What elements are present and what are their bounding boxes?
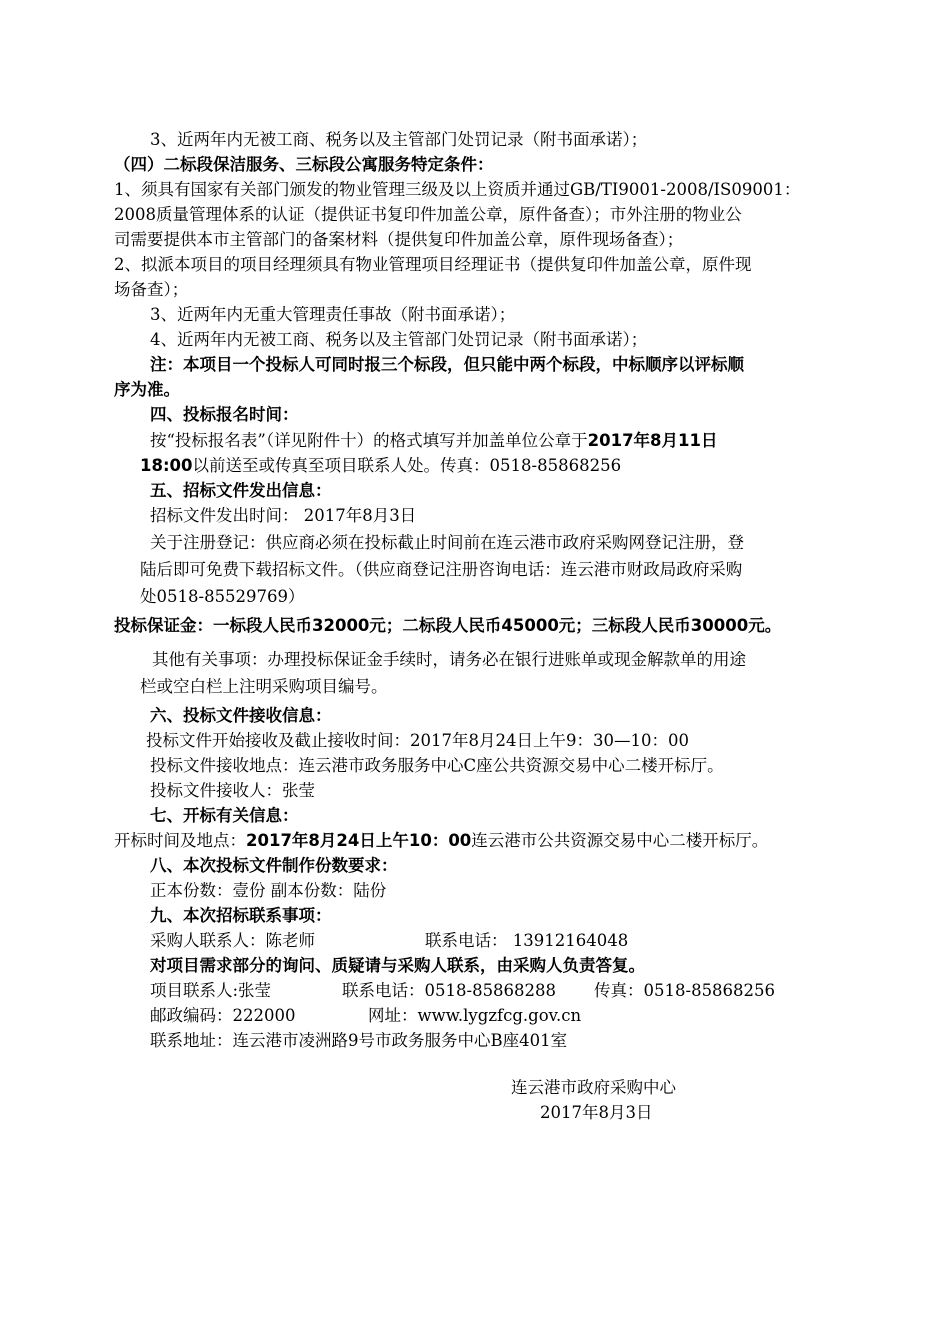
s4-deadline-time: 18:00 <box>140 456 193 475</box>
section4-item2-line2: 场备查）； <box>114 280 189 299</box>
s9-inquiry-note: 对项目需求部分的询问、质疑请与采购人联系，由采购人负责答复。 <box>150 956 645 975</box>
signature-date: 2017年8月3日 <box>540 1103 653 1122</box>
section3-condition-3: 3、近两年内无被工商、税务以及主管部门处罚记录（附书面承诺）； <box>150 130 648 149</box>
s5-release-time: 招标文件发出时间： 2017年8月3日 <box>150 506 417 525</box>
note-line2: 序为准。 <box>114 380 180 399</box>
s9-fax: 传真：0518-85868256 <box>594 981 776 1000</box>
s6-receive-place: 投标文件接收地点：连云港市政务服务中心C座公共资源交易中心二楼开标厅。 <box>150 756 724 775</box>
s7-place: 连云港市公共资源交易中心二楼开标厅。 <box>471 831 769 850</box>
s4-line1 <box>150 428 718 454</box>
signature-org: 连云港市政府采购中心 <box>511 1078 676 1097</box>
other-matters-line2: 栏或空白栏上注明采购项目编号。 <box>140 677 388 696</box>
section4-item4: 4、近两年内无被工商、税务以及主管部门处罚记录（附书面承诺）； <box>150 330 648 349</box>
s9-project-phone: 联系电话：0518-85868288 <box>342 981 557 1000</box>
section4-item3: 3、近两年内无重大管理责任事故（附书面承诺）； <box>150 305 516 324</box>
s4-deadline-date: 2017年8月11日 <box>587 431 718 450</box>
section4-item1-line2: 2008质量管理体系的认证（提供证书复印件加盖公章，原件备查）；市外注册的物业公 <box>114 205 742 224</box>
s4-line2 <box>140 453 621 479</box>
note-line1: 注：本项目一个投标人可同时报三个标段，但只能中两个标段，中标顺序以评标顺 <box>150 355 744 374</box>
section4-heading: （四）二标段保洁服务、三标段公寓服务特定条件： <box>114 155 494 174</box>
s7-datetime: 2017年8月24日上午10：00 <box>246 831 472 850</box>
other-matters-line1: 其他有关事项：办理投标保证金手续时，请务必在银行进账单或现金解款单的用途 <box>152 650 746 669</box>
s7-label: 开标时间及地点： <box>114 831 246 850</box>
s9-buyer-phone: 联系电话： 13912164048 <box>425 931 629 950</box>
section4-item1-line3: 司需要提供本市主管部门的备案材料（提供复印件加盖公章，原件现场备查）； <box>114 230 684 249</box>
s6-receiver: 投标文件接收人：张莹 <box>150 781 315 800</box>
s9-project-contact: 项目联系人:张莹 <box>150 981 272 1000</box>
s9-website: 网址：www.lygzfcg.gov.cn <box>368 1006 582 1025</box>
s7-opening-line <box>114 828 768 854</box>
section4-item1-line1: 1、须具有国家有关部门颁发的物业管理三级及以上资质并通过GB/TI9001-2008/IS09001： <box>114 180 801 199</box>
s5-registration-line2: 陆后即可免费下载招标文件。（供应商登记注册咨询电话：连云港市财政局政府采购 <box>140 560 743 579</box>
s6-receive-time: 投标文件开始接收及截止接收时间：2017年8月24日上午9：30—10：00 <box>146 731 689 750</box>
s5-heading: 五、招标文件发出信息： <box>150 481 332 500</box>
s4-heading: 四、投标报名时间： <box>150 405 299 424</box>
s8-copies: 正本份数：壹份 副本份数：陆份 <box>150 881 387 900</box>
s8-heading: 八、本次投标文件制作份数要求： <box>150 856 398 875</box>
s9-buyer-contact: 采购人联系人：陈老师 <box>150 931 315 950</box>
s9-postcode: 邮政编码：222000 <box>150 1006 296 1025</box>
s6-heading: 六、投标文件接收信息： <box>150 706 332 725</box>
s9-heading: 九、本次招标联系事项： <box>150 906 332 925</box>
s4-line1-text: 按“投标报名表”（详见附件十）的格式填写并加盖单位公章于 <box>150 431 588 450</box>
section4-item2-line1: 2、拟派本项目的项目经理须具有物业管理项目经理证书（提供复印件加盖公章，原件现 <box>114 255 752 274</box>
s5-registration-line1: 关于注册登记：供应商必须在投标截止时间前在连云港市政府采购网登记注册，登 <box>150 533 744 552</box>
s7-heading: 七、开标有关信息： <box>150 806 299 825</box>
s9-address: 联系地址：连云港市凌洲路9号市政务服务中心B座401室 <box>150 1031 568 1050</box>
s5-registration-line3: 处0518-85529769） <box>140 587 305 606</box>
s4-line2-text: 以前送至或传真至项目联系人处。传真：0518-85868256 <box>192 456 622 475</box>
deposit-line: 投标保证金：一标段人民币32000元；二标段人民币45000元；三标段人民币30000元。 <box>114 616 782 635</box>
